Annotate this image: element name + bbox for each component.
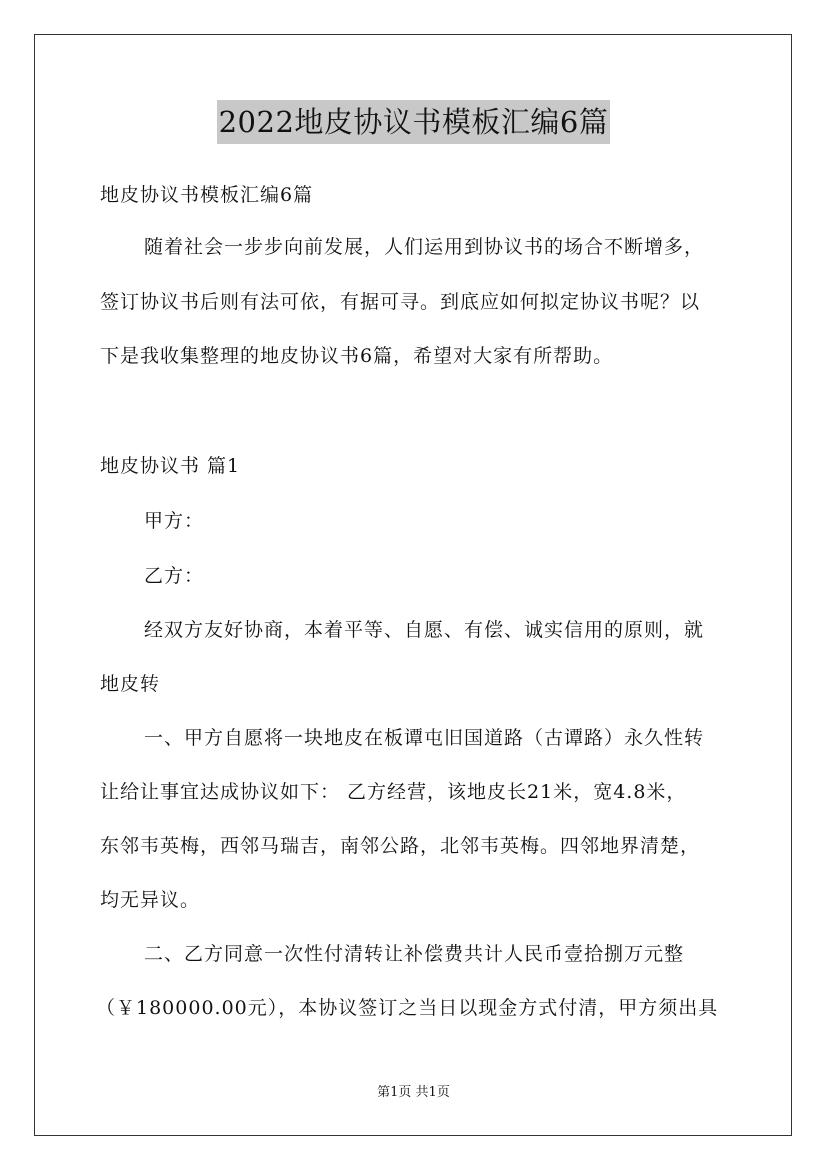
clause-2-line-1: 二、乙方同意一次性付清转让补偿费共计人民币壹拾捌万元整 <box>144 943 685 965</box>
clause-1-line-1: 一、甲方自愿将一块地皮在板谭屯旧国道路（古谭路）永久性转 <box>144 727 705 749</box>
title-container <box>0 100 827 144</box>
intro-line-1: 随着社会一步步向前发展，人们运用到协议书的场合不断增多， <box>144 236 705 258</box>
page-footer: 第1页 共1页 <box>377 1085 450 1100</box>
clause-1-line-2: 让给让事宜达成协议如下： 乙方经营，该地皮长21米，宽4.8米， <box>100 781 687 803</box>
clause-1-line-3: 东邻韦英梅，西邻马瑞吉，南邻公路，北邻韦英梅。四邻地界清楚， <box>100 835 701 857</box>
intro-line-2: 签订协议书后则有法可依，有据可寻。到底应如何拟定协议书呢？以 <box>100 291 701 313</box>
document-title: 2022地皮协议书模板汇编6篇 <box>217 100 611 144</box>
body-line-1: 经双方友好协商，本着平等、自愿、有偿、诚实信用的原则，就 <box>144 619 705 641</box>
intro-line-3: 下是我收集整理的地皮协议书6篇，希望对大家有所帮助。 <box>100 345 614 367</box>
clause-1-line-4: 均无异议。 <box>100 889 201 911</box>
clause-2-line-2: （￥180000.00元），本协议签订之当日以现金方式付清，甲方须出具 <box>96 997 719 1019</box>
body-line-2: 地皮转 <box>100 673 161 695</box>
party-a-line: 甲方： <box>144 510 205 532</box>
party-b-line: 乙方： <box>144 565 205 587</box>
section-heading: 地皮协议书 篇1 <box>100 455 241 477</box>
subtitle-line: 地皮协议书模板汇编6篇 <box>100 184 314 206</box>
